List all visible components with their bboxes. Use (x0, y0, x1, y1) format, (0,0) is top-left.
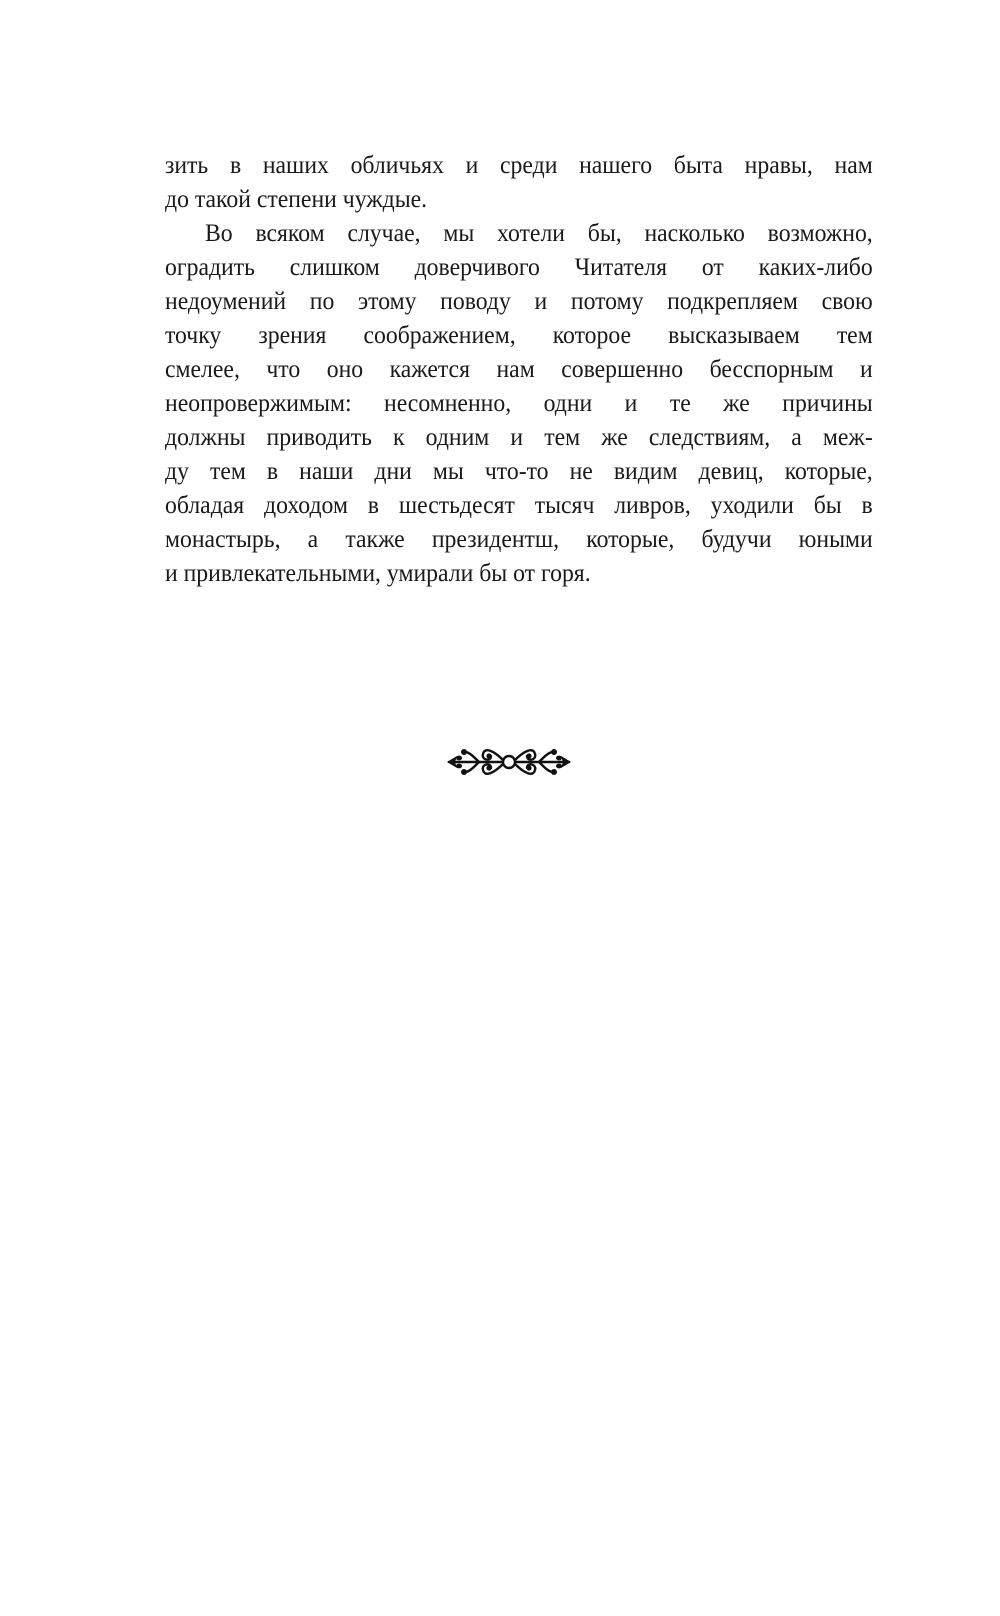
text-line: оградить слишком доверчивого Читателя от каких-либо (165, 252, 873, 281)
text-line: смелее, что оно кажется нам совершенно бесспорным и (165, 354, 873, 383)
paragraph-first-line: Во всяком случае, мы хотели бы, насколько возможно, (204, 218, 873, 247)
text-line: до такой степени чуждые. (165, 184, 428, 213)
text-line: точку зрения соображением, которое высказываем тем (165, 320, 873, 349)
text-line: должны приводить к одним и тем же следствиям, а меж- (165, 422, 873, 451)
text-line: монастырь, а также президентш, которые, будучи юными (165, 524, 873, 553)
text-line: зить в наших обличьях и среди нашего быта нравы, нам (165, 150, 873, 179)
text-line: неопровержимым: несомненно, одни и те же причины (165, 388, 873, 417)
text-line: и привлекательными, умирали бы от горя. (165, 558, 591, 587)
text-line: обладая доходом в шестьдесят тысяч ливров, уходили бы в (165, 490, 873, 519)
text-line: ду тем в наши дни мы что-то не видим девиц, которые, (165, 456, 873, 485)
body-text (165, 148, 873, 590)
fleuron-icon (445, 738, 573, 786)
text-line: недоумений по этому поводу и потому подкрепляем свою (165, 286, 873, 315)
